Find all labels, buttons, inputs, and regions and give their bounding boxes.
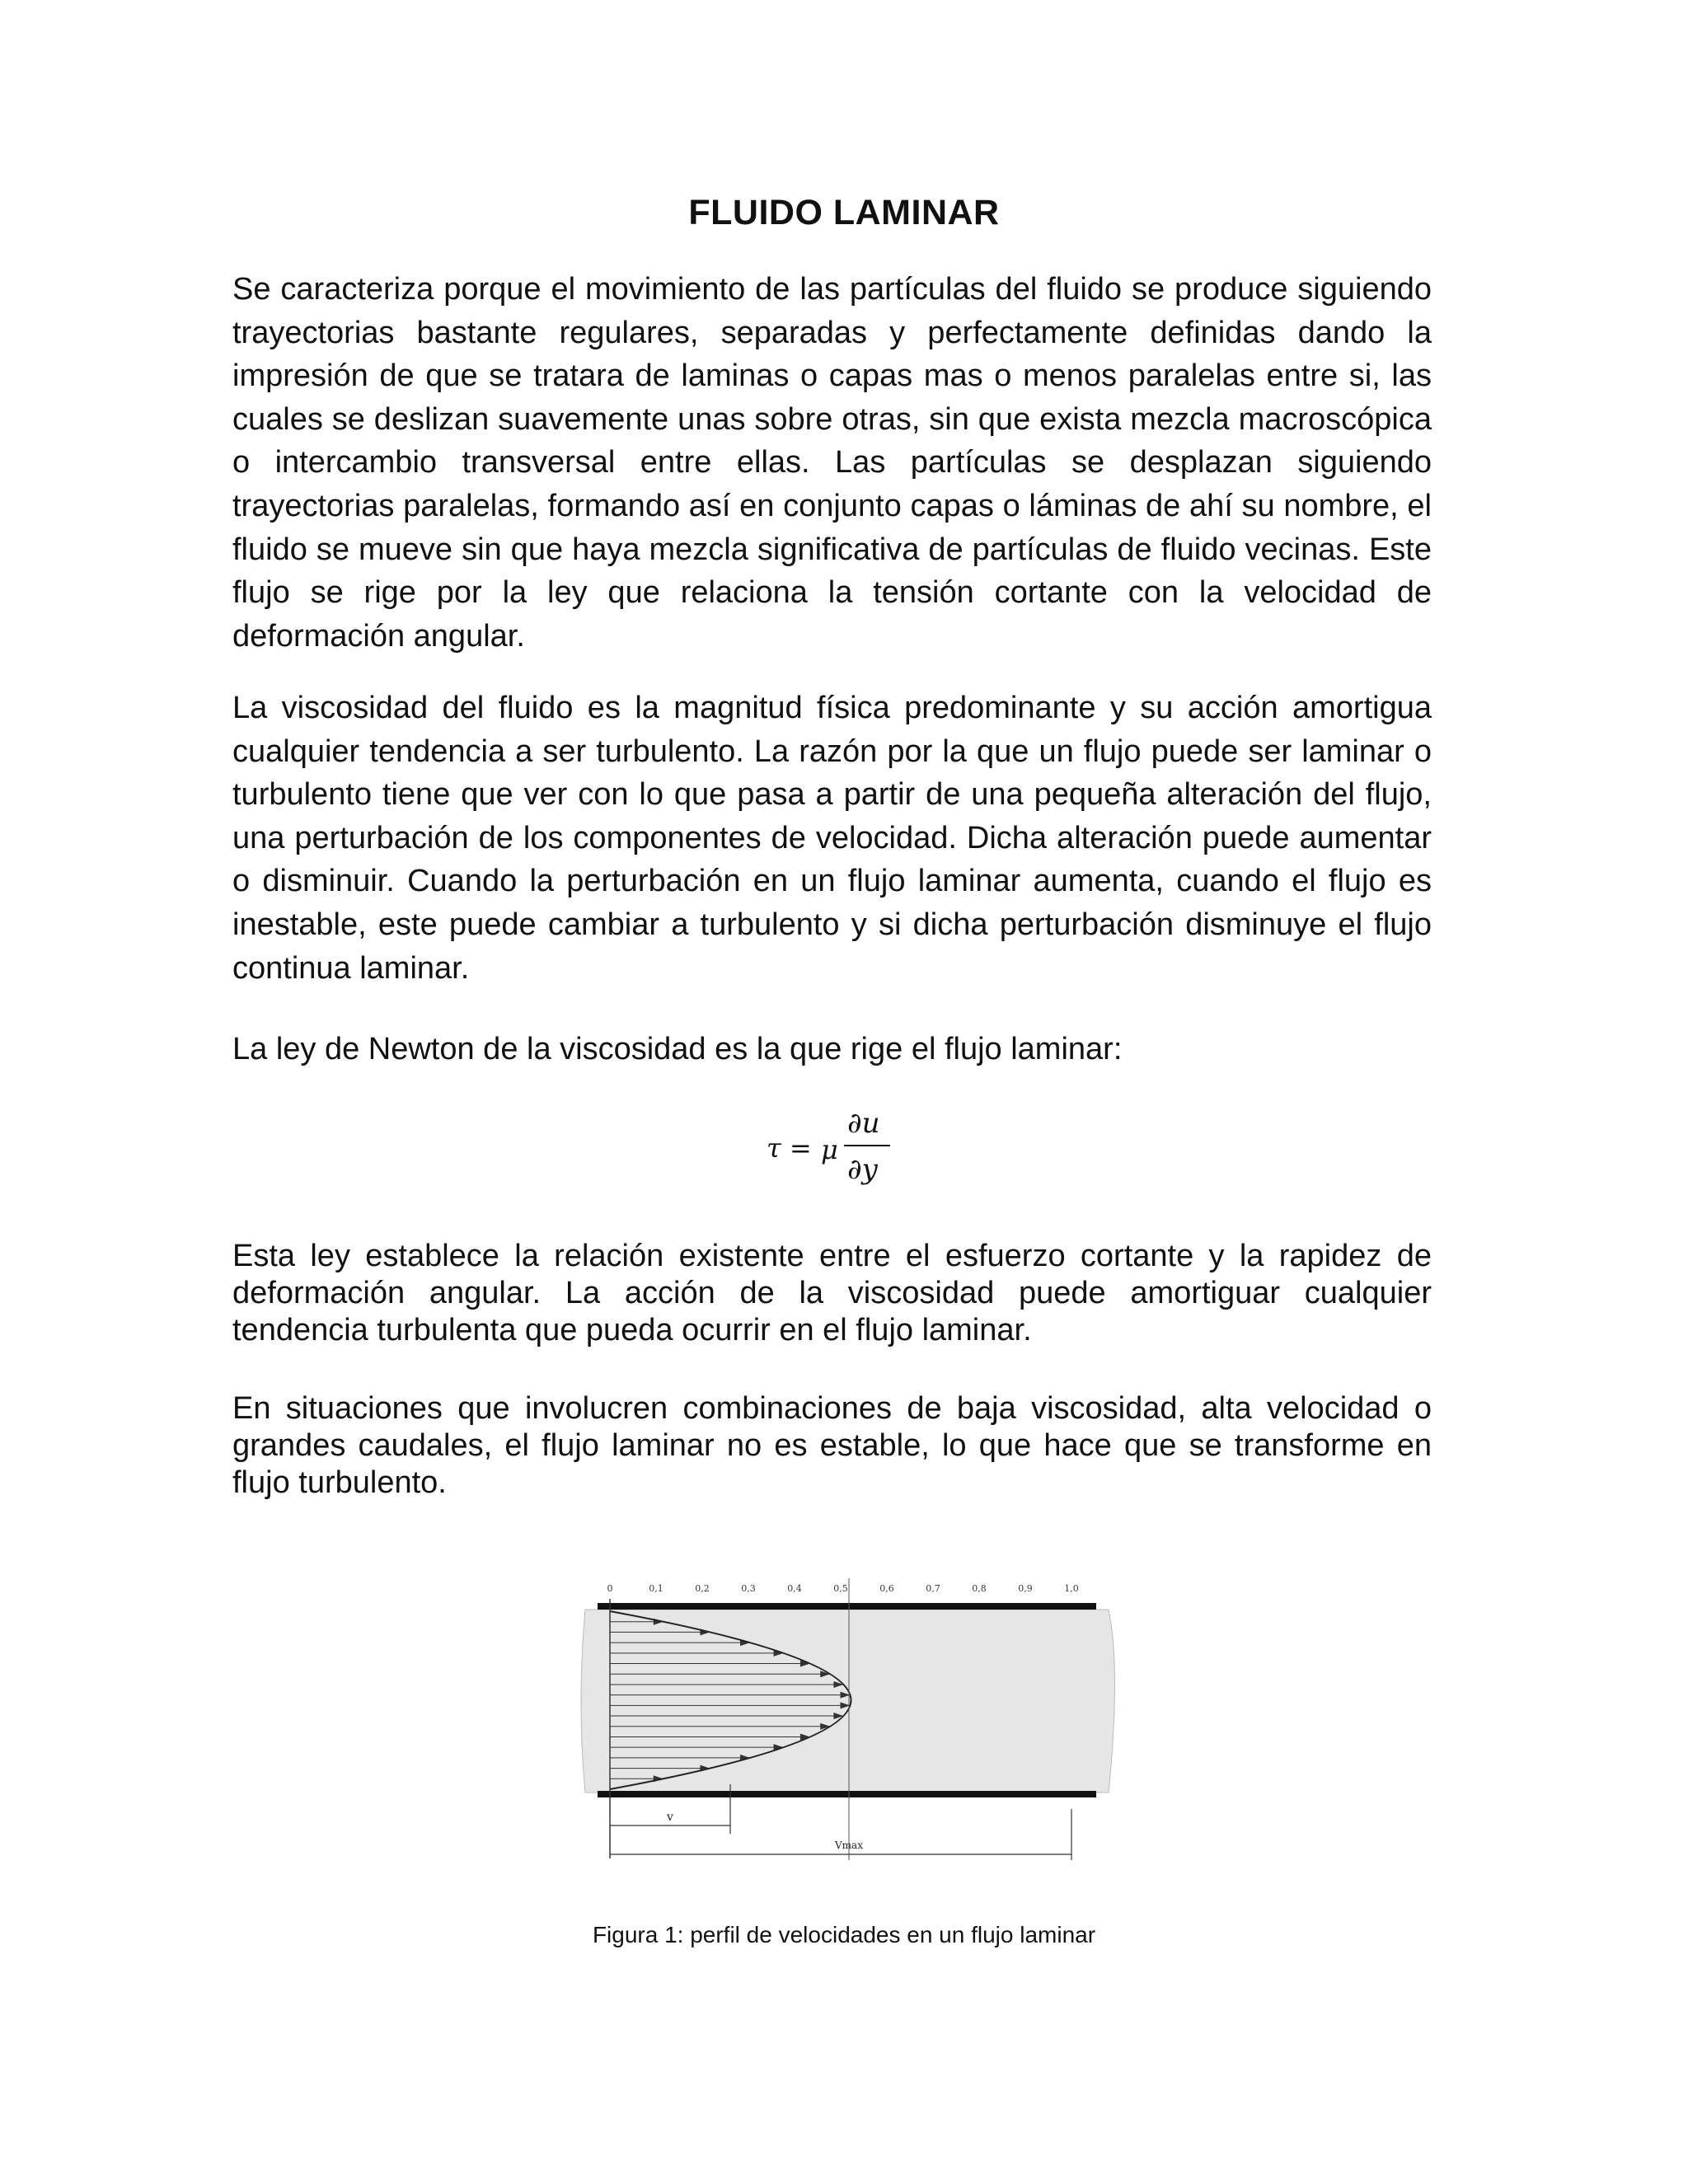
formula-numerator: ∂u [847, 1107, 880, 1140]
scale-label: 0,6 [879, 1583, 894, 1594]
v-label: v [667, 1811, 673, 1824]
scale-label: 0,5 [833, 1583, 848, 1594]
scale-label: 0 [607, 1583, 613, 1594]
scale-label: 0,4 [787, 1583, 802, 1594]
paragraph-newton-law: La ley de Newton de la viscosidad es la que rige el flujo laminar: [232, 1032, 1123, 1066]
paragraph-definition: Se caracteriza porque el movimiento de las partículas del fluido se produce siguiendo trayectorias bastante regulares, separadas y perfectamente definidas dando la impresión de que se tratara de laminas o capas mas o menos paralelas entre si, las cuales se deslizan suavemente unas sobre otras, sin que exista mezcla macroscópica o intercambio transversal entre ellas. Las partículas se desplazan siguiendo trayectorias paralelas, formando así en conjunto capas o láminas de ahí su nombre, el fluido se mueve sin que haya mezcla significativa de partículas de fluido vecinas. Este flujo se rige por la ley que relaciona la tensión cortante con la velocidad de deformación angular. [232, 272, 1432, 654]
scale-label: 0,9 [1018, 1583, 1033, 1594]
figure-caption: Figura 1: perfil de velocidades en un flujo laminar [592, 1922, 1096, 1947]
scale-label: 0,3 [741, 1583, 756, 1594]
scale-labels [607, 1583, 1079, 1594]
pipe-bottom-wall [598, 1791, 1096, 1797]
paragraph-turbulence: En situaciones que involucren combinaciones de baja viscosidad, alta velocidad o grandes caudales, el flujo laminar no es estable, lo que hace que se transforme en flujo turbulento. [232, 1391, 1432, 1500]
paragraph-relation: Esta ley establece la relación existente entre el esfuerzo cortante y la rapidez de deformación angular. La acción de la viscosidad puede amortiguar cualquier tendencia turbulenta que pueda ocurrir en el flujo laminar. [232, 1239, 1432, 1347]
pipe-body [581, 1610, 1115, 1793]
formula-denominator: ∂y [847, 1153, 878, 1186]
formula-tau: τ = [767, 1132, 812, 1164]
scale-label: 0,8 [972, 1583, 987, 1594]
newton-viscosity-formula [767, 1096, 923, 1195]
scale-label: 0,2 [695, 1583, 710, 1594]
scale-label: 1,0 [1064, 1583, 1079, 1594]
vmax-label: Vmax [835, 1840, 863, 1851]
scale-label: 0,7 [926, 1583, 940, 1594]
pipe-top-wall [598, 1603, 1096, 1610]
document-title: FLUIDO LAMINAR [688, 193, 1000, 232]
scale-label: 0,1 [649, 1583, 663, 1594]
velocity-profile-figure [560, 1562, 1121, 1875]
paragraph-viscosity: La viscosidad del fluido es la magnitud física predominante y su acción amortigua cualquier tendencia a ser turbulento. La razón por la que un flujo puede ser laminar o turbulento tiene que ver con lo que pasa a partir de una pequeña alteración del flujo, una perturbación de los componentes de velocidad. Dicha alteración puede aumentar o disminuir. Cuando la perturbación en un flujo laminar aumenta, cuando el flujo es inestable, este puede cambiar a turbulento y si dicha perturbación disminuye el flujo continua laminar. [232, 691, 1432, 986]
formula-mu: μ [821, 1134, 838, 1165]
